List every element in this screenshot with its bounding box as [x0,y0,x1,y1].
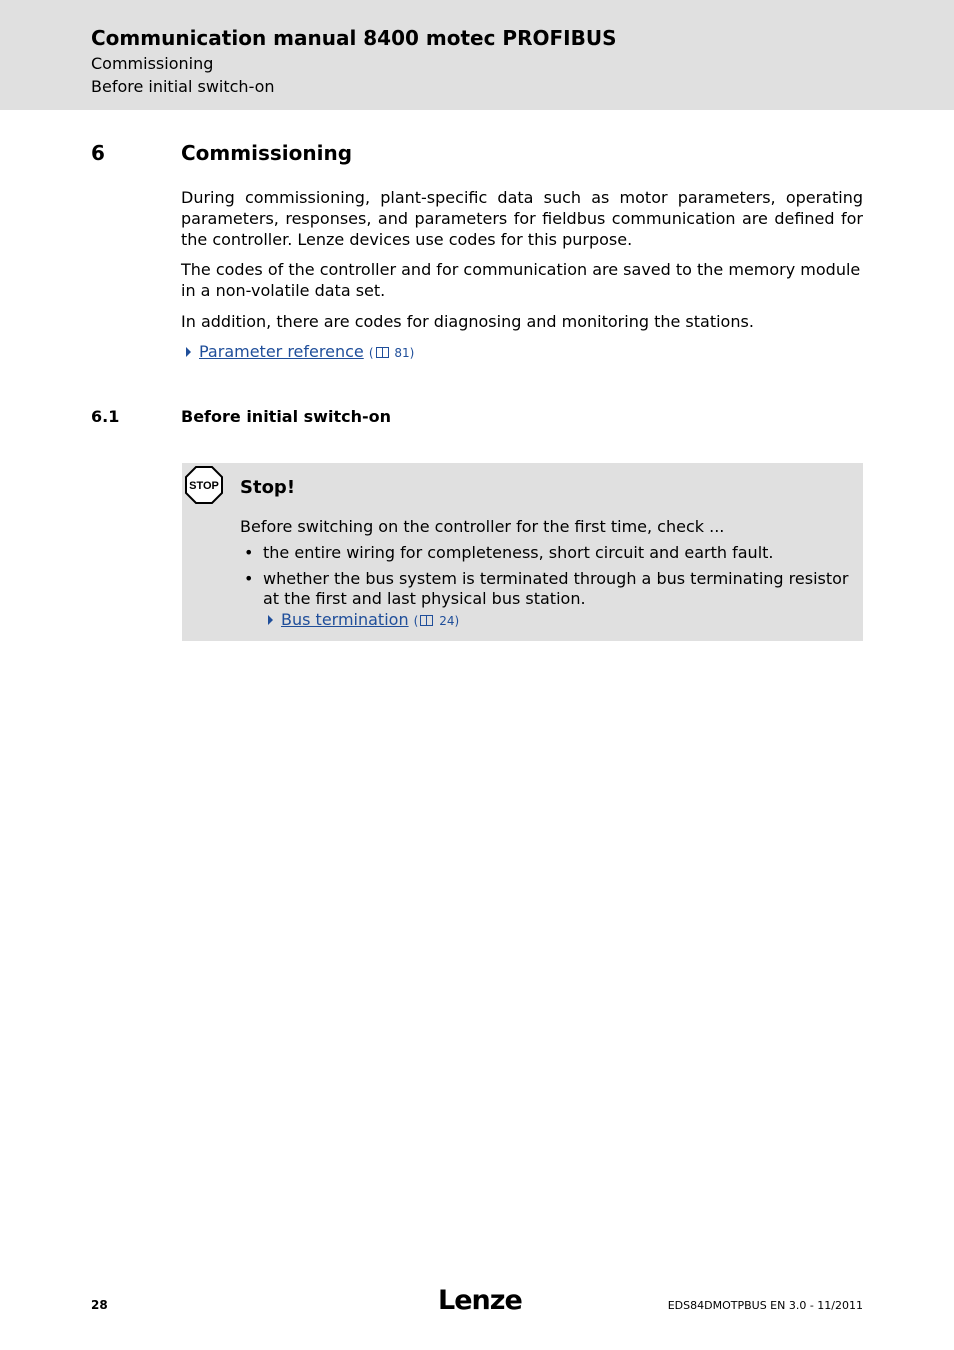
arrow-right-icon [186,347,191,357]
document-title: Communication manual 8400 motec PROFIBUS [91,26,617,50]
chapter-number: 6 [91,141,105,165]
list-item-text: whether the bus system is terminated through a bus terminating resistor at the first and last physical bus station. [263,569,849,608]
stop-sign-icon [185,466,223,504]
bullet-marker: • [244,569,254,588]
page-header [0,0,954,110]
document-id: EDS84DMOTPBUS EN 3.0 - 11/2011 [667,1299,863,1312]
bus-termination-link-line [268,610,459,631]
subsection-heading: Before initial switch-on [181,407,391,426]
book-icon [376,347,389,358]
parameter-reference-link[interactable]: Parameter reference [199,342,364,361]
bullet-marker: • [244,543,254,562]
breadcrumb-chapter: Commissioning [91,54,214,73]
chapter-heading: Commissioning [181,141,353,165]
stop-warning-box [182,463,863,641]
page-reference-number: 81 [394,346,410,360]
lenze-logo: Lenze [438,1285,522,1316]
page-reference-number: 24 [439,614,455,628]
book-icon [420,615,433,626]
breadcrumb-section: Before initial switch-on [91,77,275,96]
arrow-right-icon [268,615,273,625]
bus-termination-link[interactable]: Bus termination [281,610,409,629]
memory-module-paragraph: The codes of the controller and for communication are saved to the memory module in a non-volatile data set. [181,260,861,300]
diagnosis-paragraph: In addition, there are codes for diagnosing and monitoring the stations. [181,312,754,331]
subsection-number: 6.1 [91,407,120,426]
stop-title: Stop! [240,477,296,498]
list-item-text: the entire wiring for completeness, short circuit and earth fault. [263,543,774,562]
stop-sign-label: STOP [189,480,219,492]
page-number: 28 [91,1298,108,1312]
page-reference[interactable]: ( 24) [413,614,460,628]
page-reference[interactable]: ( 81) [368,346,415,360]
intro-paragraph: During commissioning, plant-specific data such as motor parameters, operating parameters, responses, and parameters for fieldbus communication are defined for the controller. Lenze devices use codes for this purpose. [181,188,863,249]
parameter-reference-link-line [186,341,414,364]
stop-intro: Before switching on the controller for the first time, check ... [240,517,725,536]
